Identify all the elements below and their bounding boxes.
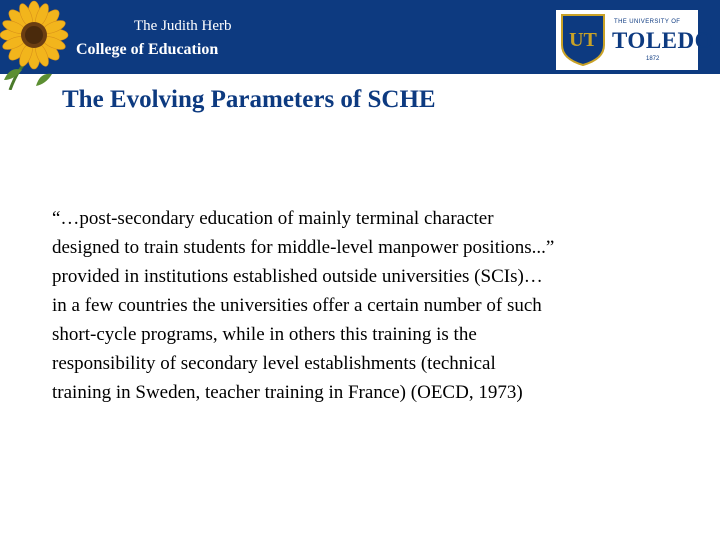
quote-block <box>52 204 712 407</box>
college-name-line2: College of Education <box>76 41 219 58</box>
quote-line: in a few countries the universities offer a certain number of such <box>52 295 542 316</box>
quote-line: short-cycle programs, while in others this training is the <box>52 324 477 345</box>
sunflower-icon <box>0 0 70 90</box>
quote-line: training in Sweden, teacher training in France) (OECD, 1973) <box>52 382 523 403</box>
university-name: TOLEDO <box>612 28 713 53</box>
ut-shield-icon <box>560 13 606 67</box>
university-logo <box>556 10 713 70</box>
university-of-label: THE UNIVERSITY OF <box>614 19 681 25</box>
header-bar <box>0 0 720 74</box>
quote-line: “…post-secondary education of mainly terminal character <box>52 208 494 229</box>
slide-title: The Evolving Parameters of SCHE <box>62 86 436 113</box>
university-founding-year: 1872 <box>646 56 660 62</box>
quote-line: responsibility of secondary level establishments (technical <box>52 353 496 374</box>
quote-line: provided in institutions established outside universities (SCIs)… <box>52 266 543 287</box>
ut-badge-text: UT <box>569 29 597 51</box>
college-name-line1: The Judith Herb <box>134 18 232 34</box>
quote-line: designed to train students for middle-level manpower positions...” <box>52 237 555 258</box>
